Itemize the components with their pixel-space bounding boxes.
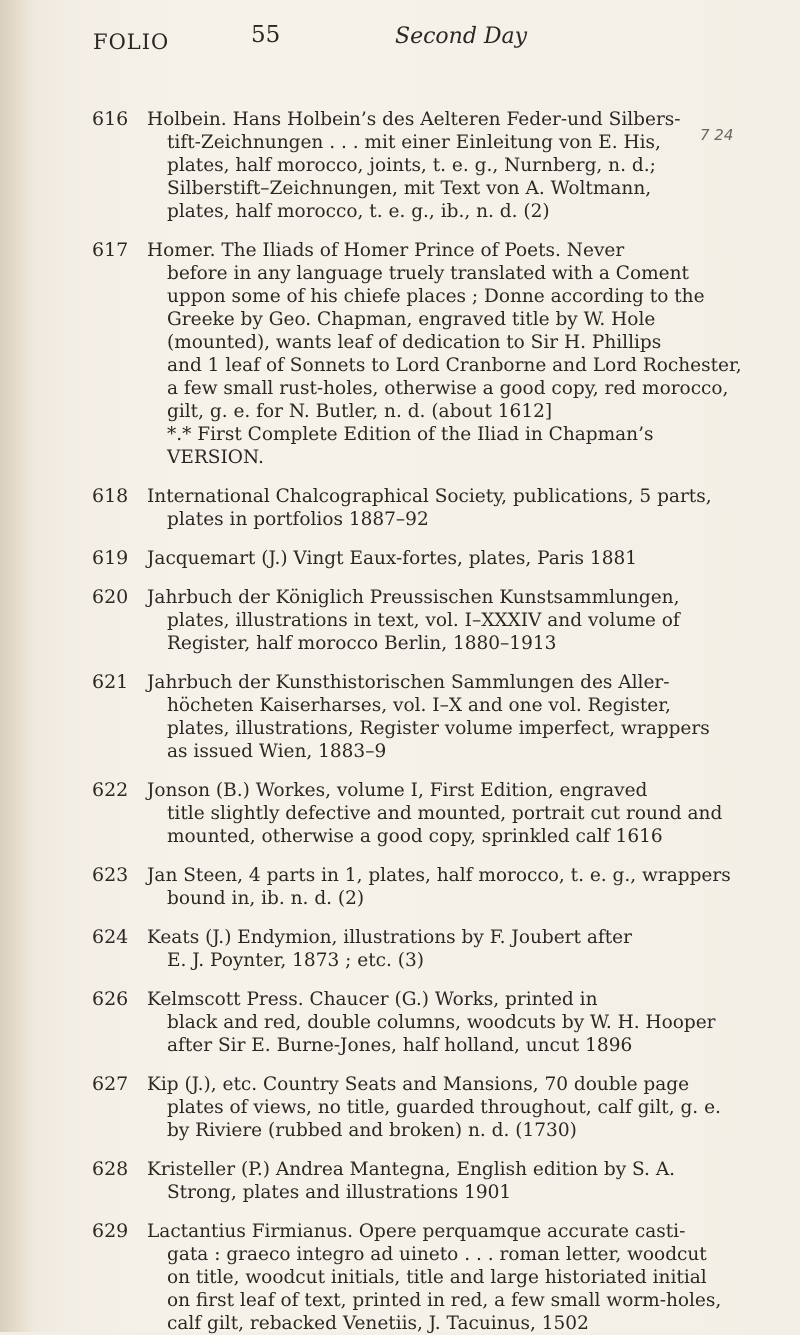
entry-line: title slightly defective and mounted, portrait cut round and — [167, 803, 723, 824]
entry-description — [147, 1158, 687, 1204]
page-edge — [0, 0, 34, 1332]
page-header — [0, 22, 800, 62]
entry-line: Holbein. Hans Holbein’s des Aelteren Feder-und Silbers- — [147, 109, 681, 130]
entry-description — [147, 547, 687, 570]
entry-line: (mounted), wants leaf of dedication to Sir H. Phillips — [167, 332, 662, 353]
lot-number: 620 — [92, 586, 129, 608]
entry-description — [147, 485, 712, 531]
entry-description — [147, 779, 723, 848]
entry-line: as issued Wien, 1883–9 — [167, 741, 387, 762]
entry-line: E. J. Poynter, 1873 ; etc. (3) — [167, 950, 424, 971]
entry-line: Jahrbuch der Kunsthistorischen Sammlungen des Aller- — [147, 672, 670, 693]
entry-description — [147, 988, 716, 1057]
header-page-number: 55 — [251, 22, 281, 48]
header-folio: FOLIO — [93, 30, 170, 54]
entry-line: and 1 leaf of Sonnets to Lord Cranborne and Lord Rochester, — [167, 355, 742, 376]
entry-line: Jacquemart (J.) Vingt Eaux-fortes, plates, Paris 1881 — [147, 548, 638, 569]
entry-line: before in any language truely translated with a Coment — [167, 263, 689, 284]
entry-line: calf gilt, rebacked Venetiis, J. Tacuinus, 1502 — [167, 1313, 589, 1334]
entry-line: plates, half morocco, t. e. g., ib., n. d. (2) — [167, 201, 550, 222]
entry-line: uppon some of his chiefe places ; Donne according to the — [167, 286, 705, 307]
lot-number: 621 — [92, 671, 129, 693]
entry-line: plates, half morocco, joints, t. e. g., Nurnberg, n. d.; — [167, 155, 656, 176]
handwritten-note: 7 24 — [700, 126, 734, 144]
lot-number: 617 — [92, 239, 129, 261]
header-day: Second Day — [395, 24, 528, 49]
entry-line: on title, woodcut initials, title and large historiated initial — [167, 1267, 707, 1288]
entry-line: plates, illustrations, Register volume imperfect, wrappers — [167, 718, 710, 739]
entry-line: Jonson (B.) Workes, volume I, First Edition, engraved — [147, 780, 648, 801]
entry-line: gilt, g. e. for N. Butler, n. d. (about 1612] — [167, 401, 553, 422]
entry-description — [147, 864, 731, 910]
entry-line: Homer. The Iliads of Homer Prince of Poets. Never — [147, 240, 625, 261]
entry-line: Register, half morocco Berlin, 1880–1913 — [167, 633, 557, 654]
lot-number: 626 — [92, 988, 129, 1010]
entry-description — [147, 239, 742, 469]
entry-description — [147, 1073, 721, 1142]
lot-number: 624 — [92, 926, 129, 948]
entry-line: Jahrbuch der Königlich Preussischen Kunstsammlungen, — [147, 587, 680, 608]
entry-line: Strong, plates and illustrations 1901 — [167, 1182, 512, 1203]
lot-number: 619 — [92, 547, 129, 569]
entry-line: Lactantius Firmianus. Opere perquamque accurate casti- — [147, 1221, 686, 1242]
entry-line: Kristeller (P.) Andrea Mantegna, English edition by S. A. — [147, 1159, 676, 1180]
entry-line: on first leaf of text, printed in red, a few small worm-holes, — [167, 1290, 722, 1311]
entry-line: Jan Steen, 4 parts in 1, plates, half morocco, t. e. g., wrappers — [147, 865, 731, 886]
entry-line: tift-Zeichnungen . . . mit einer Einleitung von E. His, — [167, 132, 661, 153]
entry-line: black and red, double columns, woodcuts by W. H. Hooper — [167, 1012, 716, 1033]
lot-number: 628 — [92, 1158, 129, 1180]
lot-number: 618 — [92, 485, 129, 507]
lot-number: 623 — [92, 864, 129, 886]
entry-line: Silberstift–Zeichnungen, mit Text von A. Woltmann, — [167, 178, 652, 199]
entry-description — [147, 586, 687, 655]
entry-line: Keats (J.) Endymion, illustrations by F. Joubert after — [147, 927, 632, 948]
entry-line: a few small rust-holes, otherwise a good copy, red morocco, — [167, 378, 729, 399]
entry-line: plates, illustrations in text, vol. I–XXXIV and volume of — [167, 610, 680, 631]
entry-line: plates in portfolios 1887–92 — [167, 509, 429, 530]
entry-line: *.* First Complete Edition of the Iliad in Chapman’s — [167, 424, 654, 445]
entry-line: bound in, ib. n. d. (2) — [167, 888, 365, 909]
entry-line: gata : graeco integro ad uineto . . . roman letter, woodcut — [167, 1244, 707, 1265]
lot-number: 629 — [92, 1220, 129, 1242]
entry-line: Kelmscott Press. Chaucer (G.) Works, printed in — [147, 989, 598, 1010]
lot-number: 616 — [92, 108, 129, 130]
entry-line: after Sir E. Burne-Jones, half holland, uncut 1896 — [167, 1035, 633, 1056]
entry-line: höcheten Kaiserharses, vol. I–X and one vol. Register, — [167, 695, 671, 716]
entry-line: Greeke by Geo. Chapman, engraved title by W. Hole — [167, 309, 656, 330]
lot-number: 622 — [92, 779, 129, 801]
entry-line: Kip (J.), etc. Country Seats and Mansions, 70 double page — [147, 1074, 690, 1095]
entry-line: mounted, otherwise a good copy, sprinkled calf 1616 — [167, 826, 663, 847]
entry-line: plates of views, no title, guarded throughout, calf gilt, g. e. — [167, 1097, 721, 1118]
entry-description — [147, 671, 710, 763]
entry-line: by Riviere (rubbed and broken) n. d. (1730) — [167, 1120, 577, 1141]
entry-line: International Chalcographical Society, publications, 5 parts, — [147, 486, 712, 507]
entry-description — [147, 108, 687, 223]
entry-description — [147, 1220, 722, 1335]
entry-description — [147, 926, 687, 972]
entry-line: VERSION. — [167, 447, 264, 468]
lot-number: 627 — [92, 1073, 129, 1095]
